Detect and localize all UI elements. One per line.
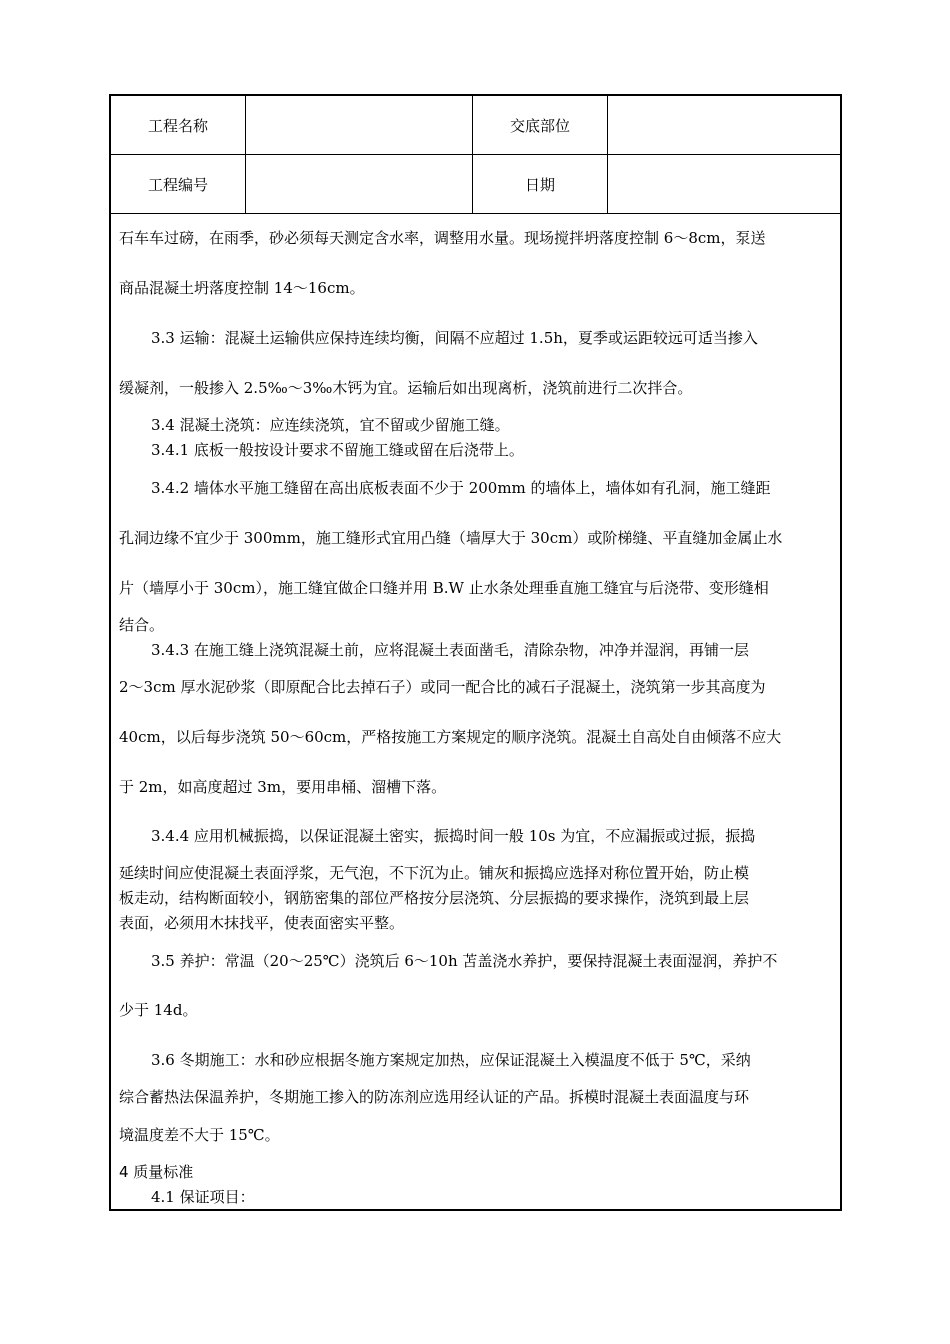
paragraph-line: 表面，必须用木抹找平，使表面密实平整。: [119, 914, 405, 932]
paragraph-line: 孔洞边缘不宜少于 300mm，施工缝形式宜用凸缝（墙厚大于 30cm）或阶梯缝、平直缝加金属止水: [119, 529, 783, 547]
paragraph-line: 2～3cm 厚水泥砂浆（即原配合比去掉石子）或同一配合比的减石子混凝土，浇筑第一步其高度为: [119, 678, 766, 696]
date-value: [608, 155, 840, 213]
paragraph-line: 综合蓄热法保温养护，冬期施工掺入的防冻剂应选用经认证的产品。拆模时混凝土表面温度与环: [119, 1088, 750, 1106]
paragraph-line: 3.4.3 在施工缝上浇筑混凝土前，应将混凝土表面凿毛，清除杂物，冲净并湿润，再铺一层: [151, 641, 749, 659]
paragraph-line: 于 2m，如高度超过 3m，要用串桶、溜槽下落。: [119, 778, 447, 796]
location-value: [608, 96, 840, 154]
date-label: 日期: [524, 175, 555, 194]
paragraph-line: 3.3 运输：混凝土运输供应保持连续均衡，间隔不应超过 1.5h，夏季或运距较远可适当掺入: [151, 329, 758, 347]
paragraph-line: 3.4.1 底板一般按设计要求不留施工缝或留在后浇带上。: [151, 441, 524, 459]
paragraph-line: 3.6 冬期施工：水和砂应根据冬施方案规定加热，应保证混凝土入模温度不低于 5℃，采纳: [151, 1051, 751, 1069]
project-number-label: 工程编号: [147, 175, 208, 194]
project-name-value: [246, 96, 472, 154]
paragraph-line: 片（墙厚小于 30cm），施工缝宜做企口缝并用 B.W 止水条处理垂直施工缝宜与后浇带、变形缝相: [119, 579, 769, 597]
project-name-label: 工程名称: [147, 116, 208, 135]
paragraph-line: 板走动，结构断面较小，钢筋密集的部位严格按分层浇筑、分层振捣的要求操作，浇筑到最上层: [119, 889, 750, 907]
location-label: 交底部位: [509, 116, 570, 135]
paragraph-line: 3.4.2 墙体水平施工缝留在高出底板表面不少于 200mm 的墙体上，墙体如有孔洞，施工缝距: [151, 479, 771, 497]
technical-briefing-form: [109, 94, 842, 1211]
paragraph-line: 延续时间应使混凝土表面浮浆，无气泡，不下沉为止。铺灰和振捣应选择对称位置开始，防止模: [119, 864, 750, 882]
paragraph-line: 4.1 保证项目：: [151, 1188, 255, 1206]
paragraph-line: 40cm，以后每步浇筑 50～60cm，严格按施工方案规定的顺序浇筑。混凝土自高处自由倾落不应大: [119, 728, 782, 746]
paragraph-line: 少于 14d。: [119, 1001, 198, 1019]
section-heading: 4 质量标准: [119, 1163, 194, 1181]
paragraph-line: 石车车过磅，在雨季，砂必须每天测定含水率，调整用水量。现场搅拌坍落度控制 6～8cm，泵送: [119, 229, 766, 247]
paragraph-line: 结合。: [119, 616, 165, 634]
paragraph-line: 缓凝剂，一般掺入 2.5‰～3‰木钙为宜。运输后如出现离析，浇筑前进行二次拌合。: [119, 379, 693, 397]
paragraph-line: 商品混凝土坍落度控制 14～16cm。: [119, 279, 365, 297]
paragraph-line: 3.5 养护：常温（20～25℃）浇筑后 6～10h 苫盖浇水养护，要保持混凝土表面湿润，养护不: [151, 952, 778, 970]
paragraph-line: 3.4.4 应用机械振捣，以保证混凝土密实，振捣时间一般 10s 为宜，不应漏振或过振，振捣: [151, 827, 756, 845]
paragraph-line: 境温度差不大于 15℃。: [119, 1126, 280, 1144]
project-number-value: [246, 155, 472, 213]
paragraph-line: 3.4 混凝土浇筑：应连续浇筑，宜不留或少留施工缝。: [151, 416, 510, 434]
